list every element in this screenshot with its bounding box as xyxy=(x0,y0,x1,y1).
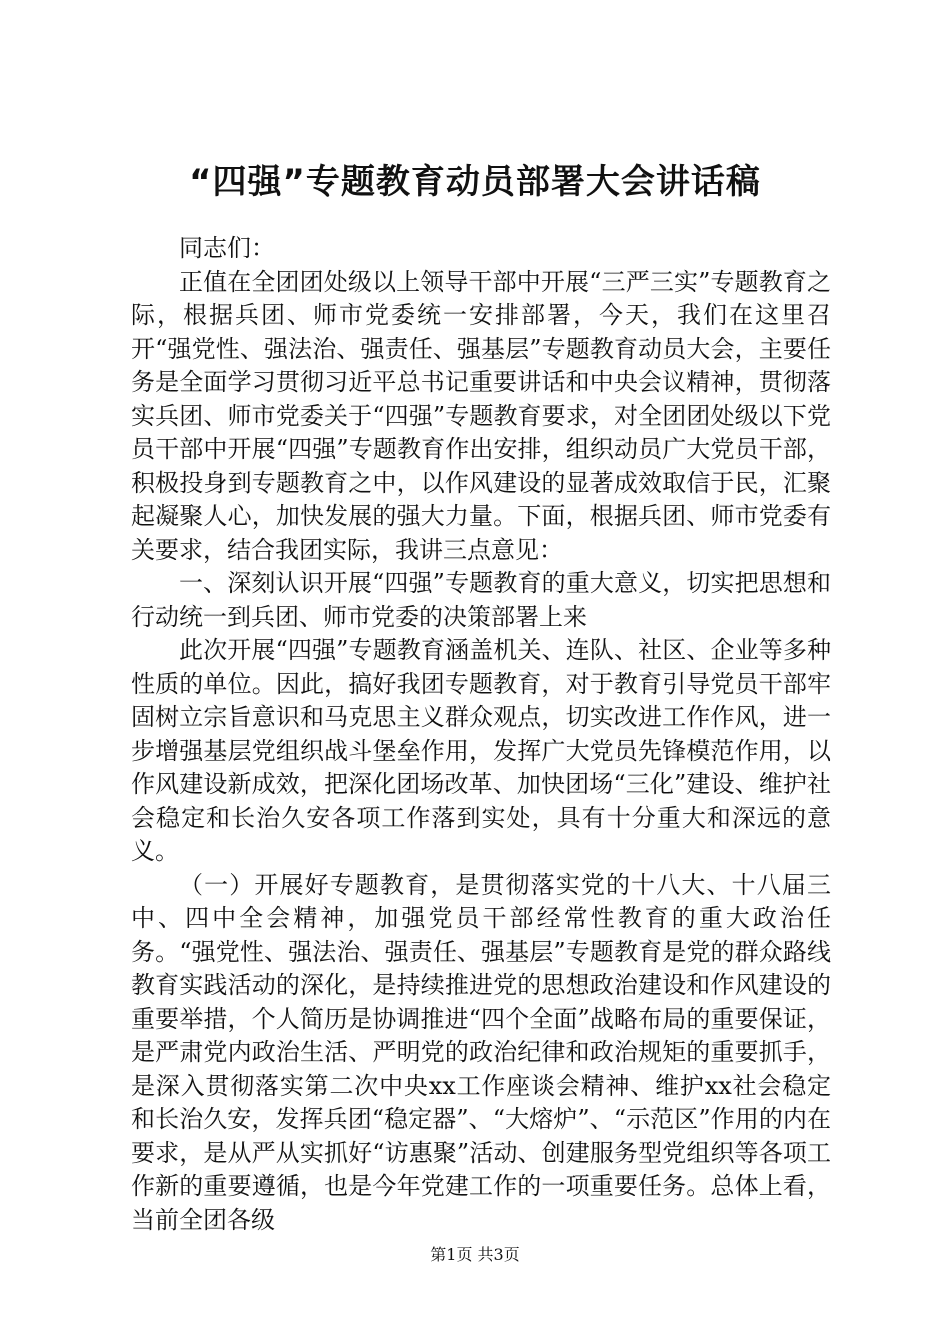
intro-paragraph: 正值在全团团处级以上领导干部中开展“三严三实”专题教育之际，根据兵团、师市党委统一安排部署，今天，我们在这里召开“强党性、强法治、强责任、强基层”专题教育动员大会，主要任务是全面学习贯彻习近平总书记重要讲话和中央会议精神，贯彻落实兵团、师市党委关于“四强”专题教育要求，对全团团处级以下党员干部中开展“四强”专题教育作出安排，组织动员广大党员干部，积极投身到专题教育之中，以作风建设的显著成效取信于民，汇聚起凝聚人心，加快发展的强大力量。下面，根据兵团、师市党委有关要求，结合我团实际，我讲三点意见： xyxy=(131,267,831,564)
document-title: “四强”专题教育动员部署大会讲话稿 xyxy=(189,162,761,202)
body-paragraph: 此次开展“四强”专题教育涵盖机关、连队、社区、企业等多种性质的单位。因此，搞好我团专题教育，对于教育引导党员干部牢固树立宗旨意识和马克思主义群众观点，切实改进工作作风，进一步增强基层党组织战斗堡垒作用，发挥广大党员先锋模范作用，以作风建设新成效，把深化团场改革、加快团场“三化”建设、维护社会稳定和长治久安各项工作落到实处，具有十分重大和深远的意义。 xyxy=(131,636,831,865)
section-heading-1: 一、深刻认识开展“四强”专题教育的重大意义，切实把思想和行动统一到兵团、师市党委的决策部署上来 xyxy=(131,569,831,631)
document-body xyxy=(131,232,831,1237)
page-number-footer: 第1页 共3页 xyxy=(430,1245,520,1264)
salutation-paragraph: 同志们： xyxy=(179,234,275,262)
subsection-paragraph-1: （一）开展好专题教育，是贯彻落实党的十八大、十八届三中、四中全会精神，加强党员干部经常性教育的重大政治任务。“强党性、强法治、强责任、强基层”专题教育是党的群众路线教育实践活动的深化，是持续推进党的思想政治建设和作风建设的重要举措，个人简历是协调推进“四个全面”战略布局的重要保证，是严肃党内政治生活、严明党的政治纪律和政治规矩的重要抓手，是深入贯彻落实第二次中央xx工作座谈会精神、维护xx社会稳定和长治久安，发挥兵团“稳定器”、“大熔炉”、“示范区”作用的内在要求，是从严从实抓好“访惠聚”活动、创建服务型党组织等各项工作新的重要遵循，也是今年党建工作的一项重要任务。总体上看，当前全团各级 xyxy=(131,870,831,1234)
